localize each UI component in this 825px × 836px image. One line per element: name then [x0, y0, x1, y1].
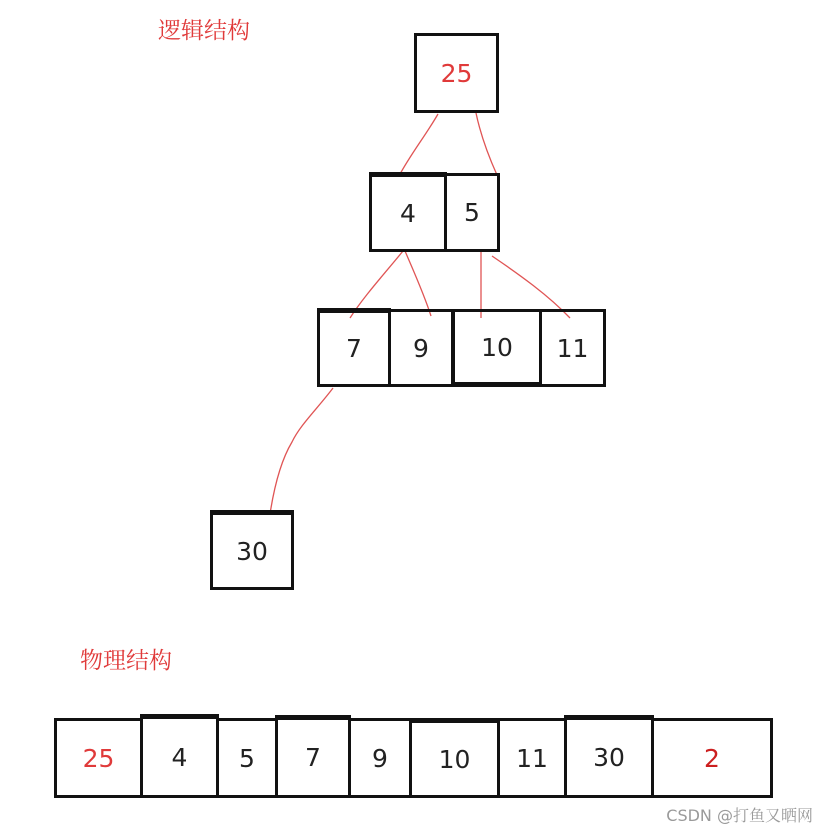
array-cell-2: 5: [216, 718, 278, 798]
edge-7-to-30: [270, 388, 333, 514]
array-cell-8: 2: [651, 718, 773, 798]
array-cell-1: 4: [140, 714, 219, 798]
tree-node-11: 11: [539, 309, 606, 387]
tree-node-4: 4: [369, 172, 447, 252]
tree-node-5: 5: [444, 173, 500, 252]
edge-25-to-4: [399, 114, 438, 176]
array-cell-4: 9: [348, 718, 412, 798]
array-cell-7: 30: [564, 715, 654, 798]
array-cell-5: 10: [409, 718, 500, 798]
tree-node-10: 10: [452, 309, 542, 387]
tree-node-root: 25: [414, 33, 499, 113]
tree-node-30: 30: [210, 510, 294, 590]
physical-structure-label: 物理结构: [80, 648, 172, 674]
tree-node-7: 7: [317, 308, 391, 387]
edge-25-to-5: [476, 113, 497, 175]
edge-4-to-9: [405, 251, 431, 316]
logical-structure-label: 逻辑结构: [158, 18, 250, 44]
array-cell-0: 25: [54, 718, 143, 798]
watermark: CSDN @打鱼又晒网: [666, 806, 813, 825]
array-cell-6: 11: [497, 718, 567, 798]
tree-node-9: 9: [388, 309, 454, 387]
array-cell-3: 7: [275, 715, 351, 798]
